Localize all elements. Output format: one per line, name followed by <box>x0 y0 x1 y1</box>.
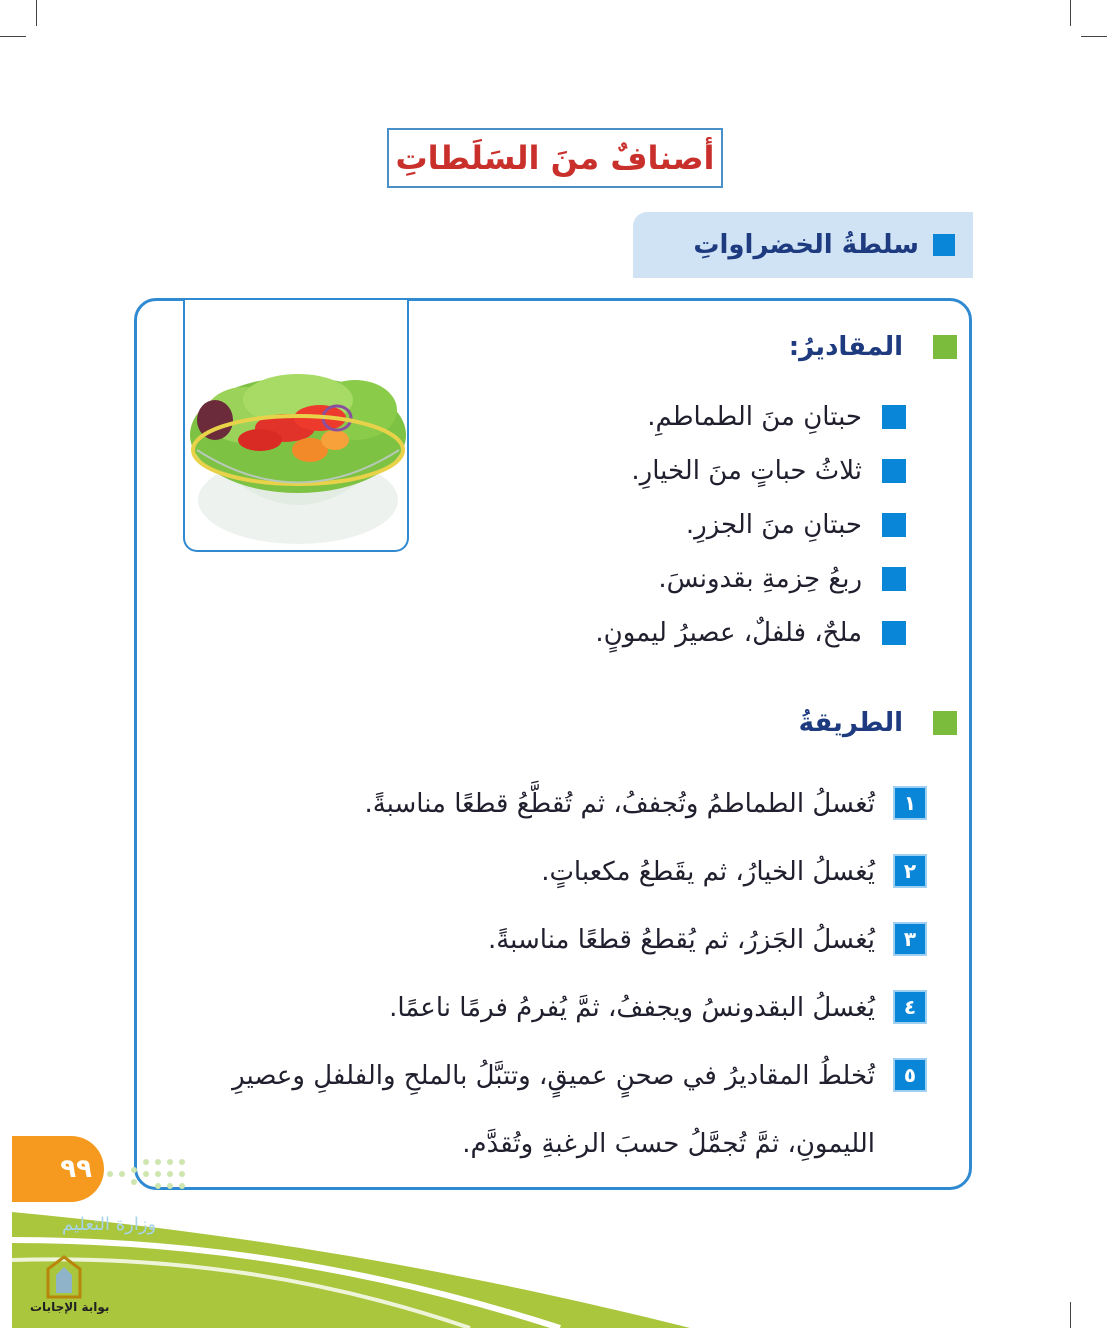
dots-decoration-icon <box>100 1150 200 1196</box>
step-item <box>227 770 927 838</box>
page-number: ٩٩ <box>60 1154 92 1184</box>
section-heading-text: سلطةُ الخضراواتِ <box>693 230 919 260</box>
square-bullet-icon <box>933 335 957 359</box>
page-title-text: أصنافٌ منَ السَلَطاتِ <box>395 139 715 177</box>
method-heading <box>799 708 957 738</box>
ingredient-text: ربعُ حِزمةِ بقدونسَ. <box>658 564 862 594</box>
square-bullet-icon <box>882 621 906 645</box>
ingredient-text: حبتانِ منَ الطماطمِ. <box>647 402 862 432</box>
step-text: تُخلطُ المقاديرُ في صحنٍ عميقٍ، وتتبَّلُ بالملحِ والفلفلِ وعصيرِ الليمونِ، ثمَّ تُجمَّلُ حسبَ الرغبةِ وتُقدَّم. <box>232 1061 875 1159</box>
square-bullet-icon <box>882 567 906 591</box>
ministry-logo-text: وزارة التعليم <box>62 1214 157 1235</box>
step-number: ٢ <box>893 854 927 888</box>
method-steps <box>227 770 927 1178</box>
step-number: ٣ <box>893 922 927 956</box>
square-bullet-icon <box>882 405 906 429</box>
ingredient-text: حبتانِ منَ الجزرِ. <box>685 510 862 540</box>
square-bullet-icon <box>882 459 906 483</box>
list-item <box>346 498 906 552</box>
step-item <box>227 1042 927 1178</box>
list-item <box>346 390 906 444</box>
ingredients-heading <box>789 332 957 362</box>
crop-mark <box>1070 0 1071 26</box>
step-text: يُغسلُ البقدونسُ ويجففُ، ثمَّ يُفرمُ فرمًا ناعمًا. <box>389 993 875 1023</box>
crop-mark <box>0 36 26 37</box>
ingredient-text: ملحٌ، فلفلٌ، عصيرُ ليمونٍ. <box>595 618 862 648</box>
step-text: يُغسلُ الجَزرُ، ثم يُقطعُ قطعًا مناسبةً. <box>487 925 875 955</box>
step-item <box>227 974 927 1042</box>
ingredients-list <box>346 390 906 660</box>
step-number: ٥ <box>893 1058 927 1092</box>
list-item <box>346 552 906 606</box>
step-text: تُغسلُ الطماطمُ وتُجففُ، ثم تُقطَّعُ قطعًا مناسبةً. <box>364 789 875 819</box>
crop-mark <box>36 0 37 26</box>
square-bullet-icon <box>882 513 906 537</box>
portal-logo-icon <box>44 1255 84 1299</box>
page-title <box>387 128 723 188</box>
step-text: يُغسلُ الخيارُ، ثم يقَطعُ مكعباتٍ. <box>541 857 875 887</box>
step-number: ٤ <box>893 990 927 1024</box>
list-item <box>346 606 906 660</box>
square-bullet-icon <box>933 234 955 256</box>
list-item <box>346 444 906 498</box>
portal-logo-text: بوابة الإجابات <box>30 1300 110 1314</box>
ingredients-heading-text: المقاديرُ: <box>788 332 903 362</box>
square-bullet-icon <box>933 711 957 735</box>
section-heading <box>633 212 973 278</box>
step-item <box>227 906 927 974</box>
ingredient-text: ثلاثُ حباتٍ منَ الخيارِ. <box>631 456 862 486</box>
method-heading-text: الطريقةُ <box>798 708 903 738</box>
step-number: ١ <box>893 786 927 820</box>
page-number-tab <box>12 1136 104 1202</box>
crop-mark <box>1081 36 1107 37</box>
step-item <box>227 838 927 906</box>
crop-mark <box>1070 1302 1071 1328</box>
